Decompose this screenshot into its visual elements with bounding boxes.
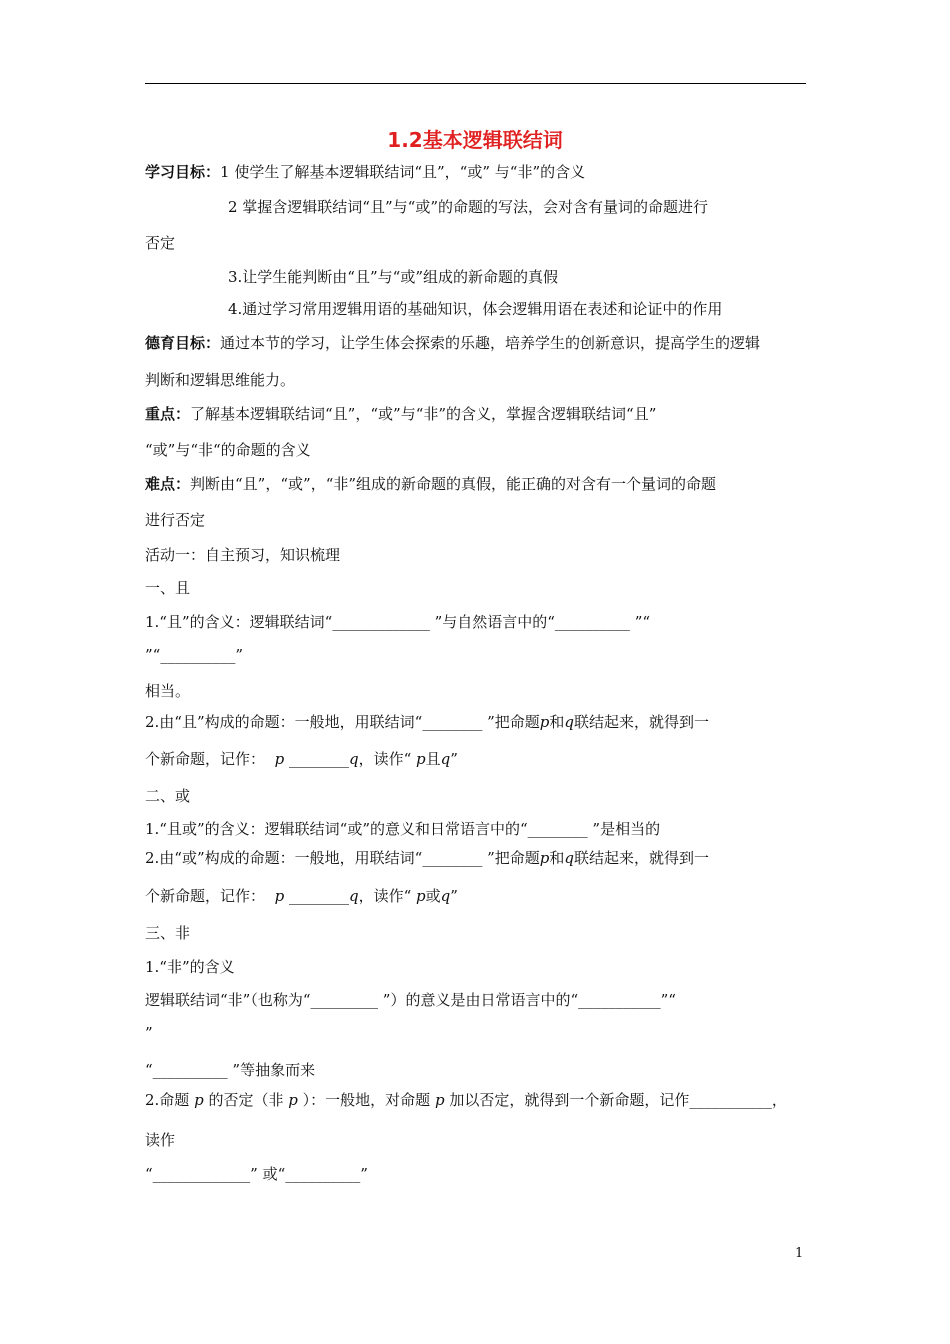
sec3-line-2b: ”: [145, 1024, 153, 1042]
sec3-line-1: 1.“非”的含义: [145, 958, 235, 976]
sec2-line-2a: [145, 847, 709, 869]
moral-text-b: 判断和逻辑思维能力。: [145, 371, 296, 389]
sec2-line-2a-mid: 和: [549, 849, 565, 867]
objectives-label: 学习目标：: [145, 163, 221, 181]
sec2-line-1: 1.“且或”的含义：逻辑联结词“或”的意义和日常语言中的“________ ”是相当的: [145, 820, 661, 838]
key-points-label: 重点：: [145, 405, 191, 423]
sec1-line-2a-mid: 和: [549, 713, 565, 731]
var-q: q: [440, 750, 451, 768]
sec2-line-2b-read: ，读作“: [358, 887, 412, 905]
var-q: q: [564, 849, 574, 867]
var-q: q: [348, 750, 359, 768]
sec3-line-2c: “__________ ”等抽象而来: [145, 1061, 316, 1079]
close-quote: ”: [450, 887, 458, 905]
conjunction: 且: [425, 750, 441, 768]
blank: ________: [288, 750, 349, 768]
page-title: 1.2基本逻辑联结词: [387, 128, 563, 152]
var-q: q: [440, 887, 451, 905]
sec2-line-2b-pre: 个新命题，记作：: [145, 887, 266, 905]
sec3-line-3a-post: 加以否定，就得到一个新命题，记作___________，: [449, 1091, 787, 1109]
close-quote: ”: [450, 750, 458, 768]
objectives-line-1: [145, 161, 585, 183]
objectives-item-1: 1 使学生了解基本逻辑联结词“且”，“或” 与“非”的含义: [220, 163, 586, 181]
var-q: q: [564, 713, 574, 731]
var-p: p: [416, 750, 426, 768]
var-p: p: [416, 887, 426, 905]
objectives-item-4: 4.通过学习常用逻辑用语的基础知识，体会逻辑用语在表述和论证中的作用: [228, 300, 723, 318]
sec2-line-2a-pre: 2.由“或”构成的命题：一般地，用联结词“________ ”把命题: [145, 849, 540, 867]
difficulties-text-a: 判断由“且”，“或”，“非”组成的新命题的真假，能正确的对含有一个量词的命题: [190, 475, 717, 493]
header-rule: [145, 83, 806, 84]
objectives-item-2a: 2 掌握含逻辑联结词“且”与“或”的命题的写法，会对含有量词的命题进行: [228, 198, 708, 216]
sec3-line-3a-mid2: ）：一般地，对命题: [302, 1091, 431, 1109]
var-p: p: [539, 713, 550, 731]
blank: ________: [288, 887, 349, 905]
var-p: p: [274, 887, 285, 905]
var-p: p: [539, 849, 550, 867]
objectives-item-3: 3.让学生能判断由“且”与“或”组成的新命题的真假: [228, 268, 558, 286]
sec3-heading: 三、非: [145, 924, 191, 942]
key-points-text-a: 了解基本逻辑联结词“且”，“或”与“非”的含义，掌握含逻辑联结词“且”: [190, 405, 657, 423]
sec1-line-1b: ”“__________”: [145, 646, 244, 664]
sec1-line-2a: [145, 711, 709, 733]
moral-label: 德育目标：: [145, 334, 221, 352]
activity-title: 活动一：自主预习，知识梳理: [145, 546, 341, 564]
difficulties-label: 难点：: [145, 475, 191, 493]
sec2-line-2b: [145, 885, 458, 907]
sec3-line-3a-mid1: 的否定（非: [208, 1091, 284, 1109]
sec3-line-3a: [145, 1089, 787, 1111]
sec1-line-2b: [145, 748, 458, 770]
difficulties-line-1: [145, 473, 716, 495]
var-p: p: [274, 750, 285, 768]
sec1-line-2b-pre: 个新命题，记作：: [145, 750, 266, 768]
sec1-heading: 一、且: [145, 579, 191, 597]
var-p: p: [194, 1091, 204, 1109]
sec3-line-3a-pre: 2.命题: [145, 1091, 190, 1109]
page-number: 1: [795, 1246, 804, 1261]
objectives-item-2b: 否定: [145, 234, 176, 252]
var-p: p: [288, 1091, 298, 1109]
difficulties-text-b: 进行否定: [145, 511, 206, 529]
sec3-line-3c: “_____________” 或“__________”: [145, 1165, 368, 1183]
sec3-line-2a: 逻辑联结词“非”（也称为“_________ ”）的意义是由日常语言中的“___________”“: [145, 991, 676, 1009]
sec1-line-1c: 相当。: [145, 682, 191, 700]
moral-line-1: [145, 332, 760, 354]
sec1-line-2a-pre: 2.由“且”构成的命题：一般地，用联结词“________ ”把命题: [145, 713, 540, 731]
sec2-heading: 二、或: [145, 787, 191, 805]
sec1-line-1a: 1.“且”的含义：逻辑联结词“_____________ ”与自然语言中的“__________ ”“: [145, 613, 651, 631]
key-points-line-1: [145, 403, 656, 425]
sec1-line-2a-post: 联结起来，就得到一: [574, 713, 710, 731]
sec3-line-3b: 读作: [145, 1131, 176, 1149]
var-q: q: [348, 887, 359, 905]
key-points-text-b: “或”与“非“的命题的含义: [145, 441, 311, 459]
moral-text-a: 通过本节的学习，让学生体会探索的乐趣，培养学生的创新意识，提高学生的逻辑: [220, 334, 761, 352]
conjunction: 或: [425, 887, 441, 905]
sec2-line-2a-post: 联结起来，就得到一: [574, 849, 710, 867]
var-p: p: [434, 1091, 445, 1109]
sec1-line-2b-read: ，读作“: [358, 750, 412, 768]
